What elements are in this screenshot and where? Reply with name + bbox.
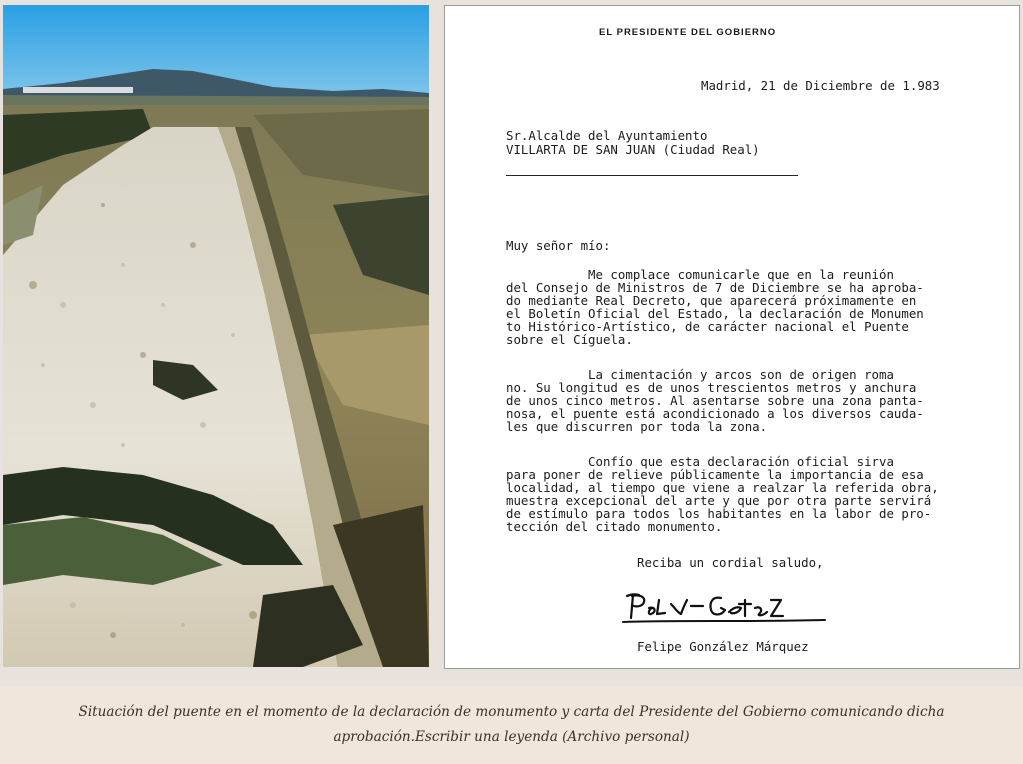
letter-date: Madrid, 21 de Diciembre de 1.983 (701, 78, 940, 93)
caption-line-2: aprobación.Escribir una leyenda (Archivo personal) (333, 729, 690, 745)
caption-line-1: Situación del puente en el momento de la declaración de monumento y carta del Presidente del Gobierno comunicando dicha (78, 704, 945, 720)
presidential-letter: EL PRESIDENTE DEL GOBIERNO Madrid, 21 de Diciembre de 1.983 Sr.Alcalde del Ayuntamiento VILLARTA DE SAN JUAN (Ciudad Real) Muy señor mío: Me complace comunicarle que en la reunión del Consejo de Ministros de 7 de Diciembre se ha aproba- do mediante Real Decreto, que aparecerá próximamente en el Boletín Oficial del Estado, la declaración de Monumen to Histórico-Artístico, de carácter nacional el Puente sobre el Cíguela. La cimentación y arcos son de origen roma no. Su longitud es de unos trescientos metros y anchura de unos cinco metros. Al asentarse sobre una zona panta- nosa, el puente está acondicionado a los diversos cauda- les que discurren por toda la zona. Confío que esta declaración oficial sirva para poner de relieve públicamente la importancia de esa localidad, al tiempo que viene a realzar la referida obra, muestra excepcional del arte y que por otra parte servirá de estímulo para todos los habitantes en la labor de pro- tección del citado monumento. Reciba un cordial saludo, Felipe González Márquez (444, 5, 1020, 669)
signer-name: Felipe González Márquez (637, 639, 809, 654)
figure-caption (0, 700, 1023, 750)
bridge-photo (3, 5, 429, 667)
recipient-underline (506, 175, 798, 176)
salutation: Muy señor mío: (506, 238, 611, 253)
recipient-line-2: VILLARTA DE SAN JUAN (Ciudad Real) (506, 142, 760, 157)
handwritten-signature (621, 586, 827, 626)
closing: Reciba un cordial saludo, (637, 555, 824, 570)
letterhead: EL PRESIDENTE DEL GOBIERNO (599, 27, 777, 38)
recipient-line-1: Sr.Alcalde del Ayuntamiento (506, 128, 708, 143)
